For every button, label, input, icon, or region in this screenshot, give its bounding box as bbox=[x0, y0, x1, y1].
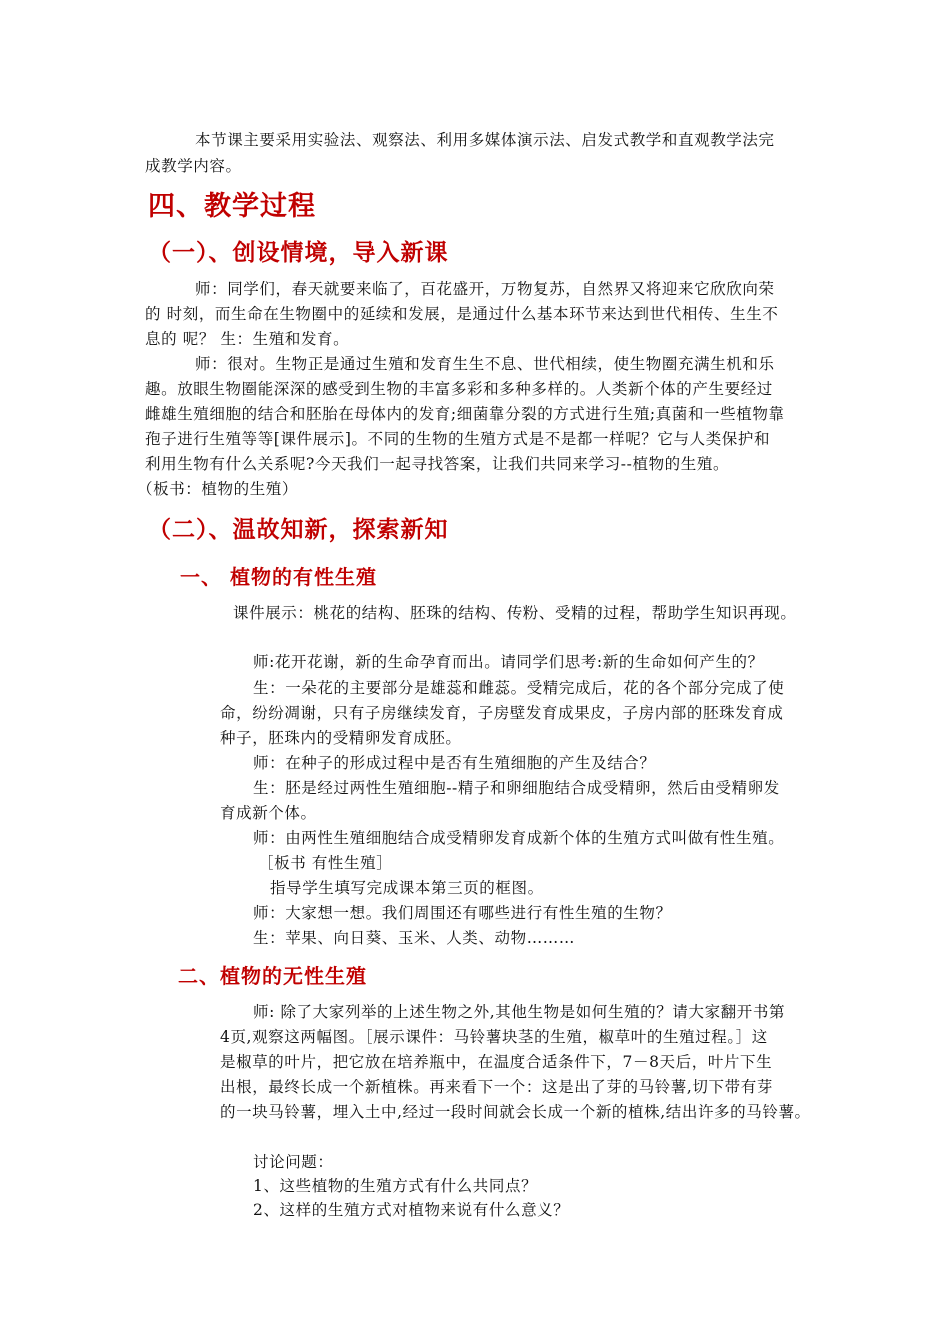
sub1-board-note: ［板书 有性生殖］ bbox=[258, 854, 393, 872]
part1-line: 师：同学们，春天就要来临了，百花盛开，万物复苏，自然界又将迎来它欣欣向荣 bbox=[195, 280, 775, 298]
sub1-line: 师:花开花谢，新的生命孕育而出。请同学们思考:新的生命如何产生的？ bbox=[253, 653, 764, 671]
discussion-heading: 讨论问题： bbox=[253, 1153, 334, 1171]
sub2-line: 师: 除了大家列举的上述生物之外,其他生物是如何生殖的？请大家翻开书第 bbox=[253, 1003, 786, 1021]
sub1-line: 指导学生填写完成课本第三页的框图。 bbox=[270, 879, 544, 897]
part1-title: （一）、创设情境，导入新课 bbox=[148, 240, 449, 266]
sub1-line: 育成新个体。 bbox=[220, 804, 317, 822]
intro-line-2: 成教学内容。 bbox=[145, 157, 242, 175]
sub1-line: 师：大家想一想。我们周围还有哪些进行有性生殖的生物？ bbox=[253, 904, 672, 922]
sub1-line: 生：苹果、向日葵、玉米、人类、动物……… bbox=[253, 929, 576, 947]
sub1-line: 命，纷纷凋谢，只有子房继续发育，子房壁发育成果皮，子房内部的胚珠发育成 bbox=[220, 704, 784, 722]
part1-board-note: （板书：植物的生殖） bbox=[137, 480, 299, 498]
sub2-title: 二、植物的无性生殖 bbox=[178, 964, 367, 988]
part1-line: 息的 呢？ 生：生殖和发育。 bbox=[145, 330, 350, 348]
sub1-line: 生：一朵花的主要部分是雄蕊和雌蕊。受精完成后，花的各个部分完成了使 bbox=[253, 679, 785, 697]
intro-line-1: 本节课主要采用实验法、观察法、利用多媒体演示法、启发式教学和直观教学法完 bbox=[195, 131, 775, 149]
sub2-line: 4页,观察这两幅图。［展示课件：马铃薯块茎的生殖，椒草叶的生殖过程。］这 bbox=[220, 1028, 768, 1046]
sub1-title: 一、 植物的有性生殖 bbox=[180, 565, 377, 589]
sub2-line: 出根，最终长成一个新植株。再来看下一个：这是出了芽的马铃薯,切下带有芽 bbox=[220, 1078, 773, 1096]
part1-line: 的 时刻，而生命在生物圈中的延续和发展，是通过什么基本环节来达到世代相传、生生不 bbox=[145, 305, 779, 323]
sub2-line: 是椒草的叶片，把它放在培养瓶中，在温度合适条件下，7－8天后，叶片下生 bbox=[220, 1053, 773, 1071]
sub2-line: 的一块马铃薯，埋入土中,经过一段时间就会长成一个新的植株,结出许多的马铃薯。 bbox=[220, 1103, 811, 1121]
sub1-courseware: 课件展示：桃花的结构、胚珠的结构、传粉、受精的过程，帮助学生知识再现。 bbox=[233, 604, 797, 622]
part1-line: 雌雄生殖细胞的结合和胚胎在母体内的发育;细菌靠分裂的方式进行生殖;真菌和一些植物靠 bbox=[145, 405, 785, 423]
discussion-question: 1、这些植物的生殖方式有什么共同点？ bbox=[253, 1177, 538, 1195]
sub1-line: 师：在种子的形成过程中是否有生殖细胞的产生及结合？ bbox=[253, 754, 656, 772]
part1-line: 孢子进行生殖等等[课件展示]。不同的生物的生殖方式是不是都一样呢？它与人类保护和 bbox=[145, 430, 771, 448]
sub1-line: 种子，胚珠内的受精卵发育成胚。 bbox=[220, 729, 462, 747]
sub1-line: 生：胚是经过两性生殖细胞--精子和卵细胞结合成受精卵，然后由受精卵发 bbox=[253, 779, 780, 797]
discussion-question: 2、这样的生殖方式对植物来说有什么意义？ bbox=[253, 1201, 570, 1219]
part2-title: （二）、温故知新，探索新知 bbox=[148, 517, 449, 543]
section-title-teaching-process: 四、教学过程 bbox=[148, 191, 316, 222]
part1-line: 利用生物有什么关系呢?今天我们一起寻找答案，让我们共同来学习--植物的生殖。 bbox=[145, 455, 730, 473]
sub1-line: 师：由两性生殖细胞结合成受精卵发育成新个体的生殖方式叫做有性生殖。 bbox=[253, 829, 785, 847]
part1-line: 师：很对。生物正是通过生殖和发育生生不息、世代相续，使生物圈充满生机和乐 bbox=[195, 355, 775, 373]
part1-line: 趣。放眼生物圈能深深的感受到生物的丰富多彩和多种多样的。人类新个体的产生要经过 bbox=[145, 380, 773, 398]
